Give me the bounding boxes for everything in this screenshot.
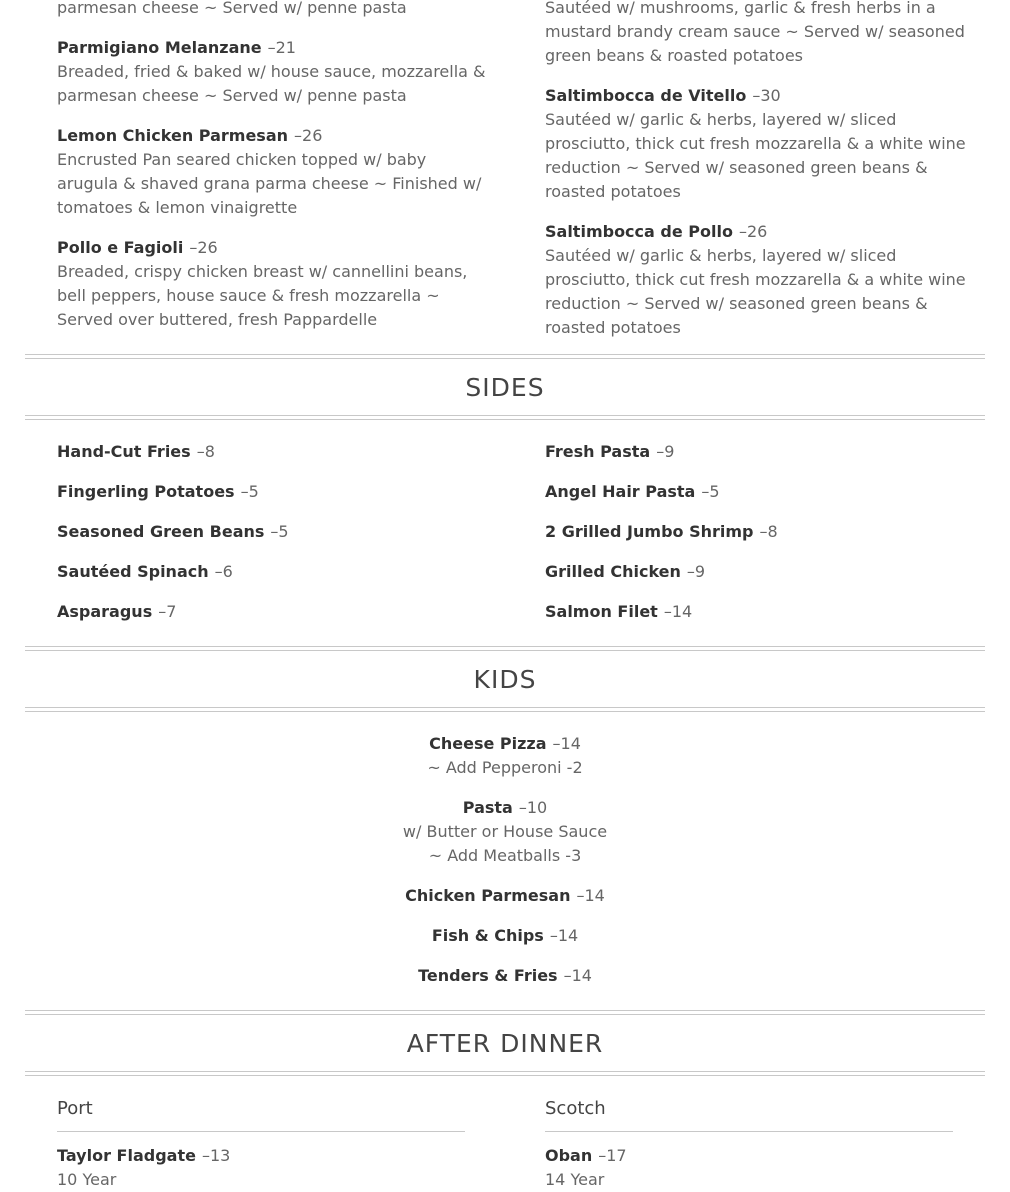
section-divider xyxy=(25,1010,985,1011)
item-option: w/ Butter or House Sauce xyxy=(402,822,608,841)
side-item xyxy=(57,480,259,504)
section-title-kids: KIDS xyxy=(473,665,537,694)
menu-item xyxy=(545,84,975,204)
subsection-header-port: Port xyxy=(57,1098,93,1119)
item-price: –8 xyxy=(196,442,215,461)
item-name: Fingerling Potatoes xyxy=(57,482,235,501)
item-name: Fresh Pasta xyxy=(545,442,651,461)
section-divider xyxy=(25,646,985,647)
item-price: –21 xyxy=(267,38,296,57)
kids-item xyxy=(25,796,985,868)
item-price: –14 xyxy=(576,886,605,905)
item-price: –5 xyxy=(270,522,289,541)
side-item xyxy=(545,440,674,464)
menu-item xyxy=(57,124,487,220)
item-description: Encrusted Pan seared chicken topped w/ baby arugula & shaved grana parma cheese ~ Finished w/ tomatoes & lemon vinaigrette xyxy=(57,150,482,217)
item-price: –7 xyxy=(158,602,177,621)
item-price: –5 xyxy=(240,482,259,501)
menu-item xyxy=(57,0,487,20)
section-divider xyxy=(25,650,985,651)
item-description: 14 Year xyxy=(545,1170,605,1189)
item-price: –5 xyxy=(701,482,720,501)
section-divider xyxy=(25,707,985,708)
item-name: Saltimbocca de Vitello xyxy=(545,86,747,105)
item-price: –26 xyxy=(738,222,768,241)
section-divider xyxy=(25,354,985,355)
item-description: 10 Year xyxy=(57,1170,117,1189)
item-name: Oban xyxy=(545,1146,593,1165)
menu-item xyxy=(57,1144,487,1192)
item-name: 2 Grilled Jumbo Shrimp xyxy=(545,522,754,541)
section-title-sides: SIDES xyxy=(465,373,545,402)
item-option: ~ Add Meatballs -3 xyxy=(428,846,582,865)
item-description: Breaded, fried & baked w/ house sauce, mozzarella & parmesan cheese ~ Served w/ penne pasta xyxy=(57,62,486,105)
item-price: –8 xyxy=(759,522,778,541)
side-item xyxy=(545,600,692,624)
item-price: –9 xyxy=(686,562,706,581)
side-item xyxy=(57,600,176,624)
subsection-divider xyxy=(57,1131,465,1132)
item-price: –17 xyxy=(598,1146,627,1165)
item-price: –14 xyxy=(563,966,592,985)
menu-item xyxy=(545,0,975,68)
item-description: Sautéed w/ garlic & herbs, layered w/ sliced prosciutto, thick cut fresh mozzarella & a white wine reduction ~ Served w/ seasoned green beans & roasted potatoes xyxy=(545,246,966,337)
kids-menu xyxy=(25,732,985,1004)
section-divider xyxy=(25,1014,985,1015)
kids-item xyxy=(25,924,985,948)
entrees-left-column xyxy=(57,0,487,348)
subsection-divider xyxy=(545,1131,953,1132)
item-price: –13 xyxy=(201,1146,231,1165)
item-price: –10 xyxy=(518,798,548,817)
item-price: –30 xyxy=(752,86,781,105)
item-name: Tenders & Fries xyxy=(418,966,558,985)
section-divider xyxy=(25,1071,985,1072)
scotch-column xyxy=(545,1097,975,1192)
side-item xyxy=(57,520,289,544)
section-divider xyxy=(25,711,985,712)
item-price: –26 xyxy=(189,238,218,257)
section-divider xyxy=(25,419,985,420)
item-description: Breaded, crispy chicken breast w/ cannellini beans, bell peppers, house sauce & fresh mozzarella ~ Served over buttered, fresh Pappardelle xyxy=(57,262,468,329)
item-name: Parmigiano Melanzane xyxy=(57,38,262,57)
item-name: Hand-Cut Fries xyxy=(57,442,191,461)
item-price: –6 xyxy=(214,562,233,581)
side-item xyxy=(57,560,233,584)
side-item xyxy=(545,560,705,584)
item-name: Asparagus xyxy=(57,602,153,621)
item-name: Grilled Chicken xyxy=(545,562,681,581)
item-description: Sautéed w/ mushrooms, garlic & fresh herbs in a mustard brandy cream sauce ~ Served w/ seasoned green beans & roasted potatoes xyxy=(545,0,965,65)
item-name: Lemon Chicken Parmesan xyxy=(57,126,289,145)
item-name: Chicken Parmesan xyxy=(405,886,571,905)
section-divider xyxy=(25,415,985,416)
section-divider xyxy=(25,1075,985,1076)
kids-item xyxy=(25,732,985,780)
menu-item xyxy=(57,236,487,332)
section-title-after-dinner: AFTER DINNER xyxy=(406,1029,604,1058)
item-price: –9 xyxy=(656,442,675,461)
menu-item xyxy=(57,36,487,108)
item-price: –14 xyxy=(663,602,693,621)
section-divider xyxy=(25,358,985,359)
kids-item xyxy=(25,964,985,988)
item-description: parmesan cheese ~ Served w/ penne pasta xyxy=(57,0,407,17)
menu-item xyxy=(545,1144,975,1192)
side-item xyxy=(545,520,778,544)
item-name: Salmon Filet xyxy=(545,602,658,621)
item-name: Saltimbocca de Pollo xyxy=(545,222,733,241)
port-column xyxy=(57,1097,487,1192)
kids-item xyxy=(25,884,985,908)
item-name: Angel Hair Pasta xyxy=(545,482,696,501)
side-item xyxy=(57,440,215,464)
side-item xyxy=(545,480,720,504)
item-description: Sautéed w/ garlic & herbs, layered w/ sliced prosciutto, thick cut fresh mozzarella & a white wine reduction ~ Served w/ seasoned green beans & roasted potatoes xyxy=(545,110,966,201)
subsection-header-scotch: Scotch xyxy=(545,1098,606,1119)
item-name: Pasta xyxy=(462,798,513,817)
item-name: Taylor Fladgate xyxy=(57,1146,196,1165)
entrees-right-column xyxy=(545,0,975,356)
menu-item xyxy=(545,220,975,340)
item-price: –26 xyxy=(294,126,323,145)
item-name: Sautéed Spinach xyxy=(57,562,209,581)
item-price: –14 xyxy=(549,926,579,945)
item-option: ~ Add Pepperoni -2 xyxy=(427,758,583,777)
item-name: Cheese Pizza xyxy=(429,734,547,753)
item-name: Fish & Chips xyxy=(431,926,544,945)
item-name: Seasoned Green Beans xyxy=(57,522,265,541)
item-price: –14 xyxy=(552,734,581,753)
item-name: Pollo e Fagioli xyxy=(57,238,184,257)
